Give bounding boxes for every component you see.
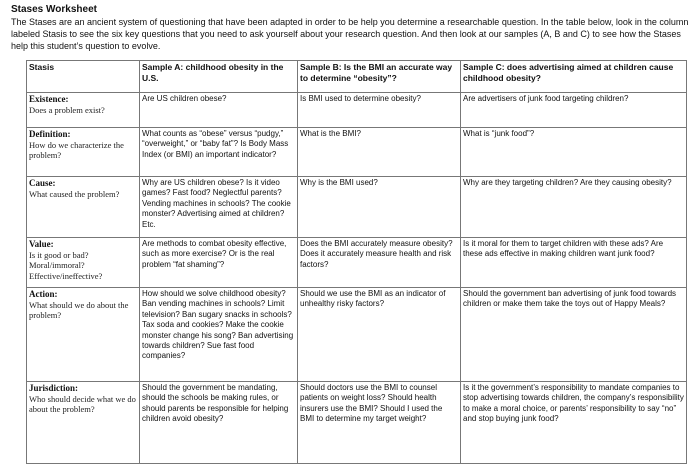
worksheet-intro: The Stases are an ancient system of questioning that have been adapted in order to be help you determine a researchable question. In the table below, look in the column labeled Stasis to see the six key questions that you need to ask yourself about your research question. And then look at our samples (A, B and C) to see how the Stases help this student’s question to evolve. bbox=[11, 17, 689, 51]
table-row bbox=[27, 93, 687, 128]
sample-a-cell: Are US children obese? bbox=[140, 93, 298, 128]
worksheet-title: Stases Worksheet bbox=[11, 4, 97, 15]
stasis-cell bbox=[27, 93, 140, 128]
sample-a-cell: Why are US children obese? Is it video games? Fast food? Neglectful parents? Vending machines in schools? The cookie monster? Advertising aimed at children? Etc. bbox=[140, 177, 298, 238]
sample-a-cell: What counts as “obese” versus “pudgy,” “overweight,” or “baby fat”? Is Body Mass Index (or BMI) an important indicator? bbox=[140, 128, 298, 177]
stasis-question: What should we do about the problem? bbox=[29, 299, 129, 320]
sample-a-cell: Should the government be mandating, should the schools be making rules, or should parents be responsible for helping children avoid obesity? bbox=[140, 382, 298, 464]
sample-c-cell: Is it the government’s responsibility to mandate companies to stop advertising towards children, the company’s responsibility to make a moral choice, or parents’ responsibility to say “no” and stop buying junk food? bbox=[461, 382, 687, 464]
sample-b-cell: Is BMI used to determine obesity? bbox=[298, 93, 461, 128]
stasis-question: What caused the problem? bbox=[29, 188, 120, 199]
stasis-cell bbox=[27, 177, 140, 238]
stasis-cell bbox=[27, 382, 140, 464]
table-row bbox=[27, 128, 687, 177]
table-row bbox=[27, 288, 687, 382]
table-row bbox=[27, 177, 687, 238]
sample-c-cell: Why are they targeting children? Are they causing obesity? bbox=[461, 177, 687, 238]
sample-c-cell: Is it moral for them to target children with these ads? Are these ads effective in making children want junk food? bbox=[461, 238, 687, 288]
sample-b-cell: Does the BMI accurately measure obesity? Does it accurately measure health and risk factors? bbox=[298, 238, 461, 288]
sample-c-cell: Are advertisers of junk food targeting children? bbox=[461, 93, 687, 128]
stasis-question: How do we characterize the problem? bbox=[29, 139, 124, 160]
stasis-name: Jurisdiction: bbox=[29, 383, 79, 393]
stasis-question: Who should decide what we do about the problem? bbox=[29, 393, 136, 414]
sample-a-cell: Are methods to combat obesity effective, such as more exercise? Or is the real problem “fat shaming”? bbox=[140, 238, 298, 288]
stasis-name: Existence: bbox=[29, 94, 69, 104]
header-sample-b: Sample B: Is the BMI an accurate way to determine “obesity”? bbox=[298, 61, 461, 93]
sample-b-cell: Should doctors use the BMI to counsel patients on weight loss? Should health insurers use the BMI? Should I used the BMI to determine my target weight? bbox=[298, 382, 461, 464]
sample-c-cell: Should the government ban advertising of junk food towards children or make them take the toys out of Happy Meals? bbox=[461, 288, 687, 382]
table-row bbox=[27, 238, 687, 288]
sample-b-cell: Why is the BMI used? bbox=[298, 177, 461, 238]
stasis-question: Does a problem exist? bbox=[29, 104, 105, 115]
sample-a-cell: How should we solve childhood obesity? Ban vending machines in schools? Limit television? Ban sugary snacks in schools? Tax soda and cookies? Make the cookie monster change his song? Ban advertising towards children? Sue fast food companies? bbox=[140, 288, 298, 382]
stasis-name: Cause: bbox=[29, 178, 56, 188]
table-header-row bbox=[27, 61, 687, 93]
stasis-name: Definition: bbox=[29, 129, 71, 139]
stasis-cell bbox=[27, 288, 140, 382]
header-sample-a: Sample A: childhood obesity in the U.S. bbox=[140, 61, 298, 93]
stasis-cell bbox=[27, 238, 140, 288]
stasis-question: Is it good or bad? Moral/immoral? Effective/ineffective? bbox=[29, 249, 103, 281]
sample-b-cell: Should we use the BMI as an indicator of unhealthy risky factors? bbox=[298, 288, 461, 382]
stasis-cell bbox=[27, 128, 140, 177]
sample-c-cell: What is “junk food”? bbox=[461, 128, 687, 177]
stasis-name: Action: bbox=[29, 289, 58, 299]
stasis-name: Value: bbox=[29, 239, 54, 249]
table-row bbox=[27, 382, 687, 464]
stases-table bbox=[26, 60, 687, 464]
sample-b-cell: What is the BMI? bbox=[298, 128, 461, 177]
header-stasis: Stasis bbox=[27, 61, 140, 93]
header-sample-c: Sample C: does advertising aimed at children cause childhood obesity? bbox=[461, 61, 687, 93]
